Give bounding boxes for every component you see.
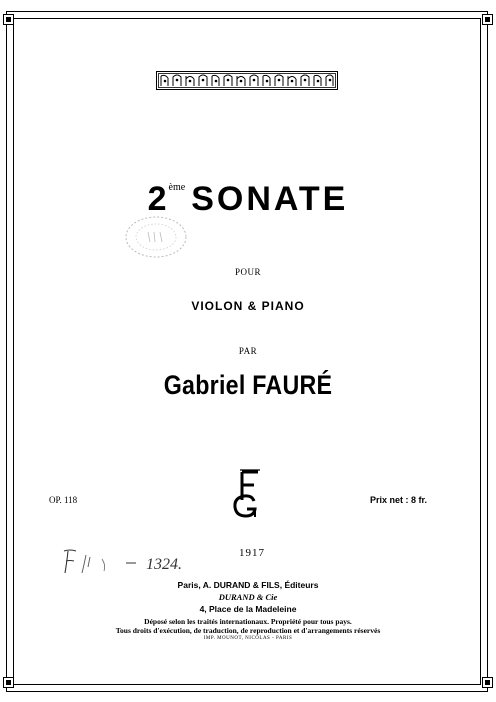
publisher-address: 4, Place de la Madeleine — [199, 604, 297, 614]
corner-ornament-icon — [482, 14, 493, 25]
library-stamp-icon — [122, 214, 190, 260]
pour-label: POUR — [234, 267, 261, 277]
title — [0, 180, 496, 219]
opus-number: OP. 118 — [49, 495, 78, 505]
legal-notice: Déposé selon les traités internationaux. Propriété pour tous pays. — [144, 617, 352, 626]
corner-ornament-icon — [3, 14, 14, 25]
handwritten-catalog-mark — [58, 545, 218, 577]
corner-ornament-icon — [3, 677, 14, 688]
title-superscript: ème — [168, 182, 186, 193]
publisher-firm: DURAND & Cie — [218, 592, 278, 602]
catalog-number: 1324. — [146, 556, 182, 573]
publisher-line: Paris, A. DURAND & FILS, Éditeurs — [177, 580, 319, 590]
corner-ornament-icon — [482, 677, 493, 688]
durand-monogram-icon — [228, 468, 266, 520]
printer-credit: IMP. MOUNOT, NICOLAS - PARIS — [203, 636, 293, 641]
par-label: PAR — [238, 346, 258, 356]
price-label: Prix net : 8 fr. — [370, 495, 428, 505]
rights-notice: Tous droits d'exécution, de traduction, de reproduction et d'arrangements réservés — [115, 626, 381, 635]
title-number: 2 — [147, 180, 168, 218]
art-nouveau-frieze-icon — [156, 71, 338, 90]
title-main: SONATE — [191, 180, 349, 218]
instrumentation: VIOLON & PIANO — [191, 299, 305, 313]
publication-year: 1917 — [239, 547, 265, 559]
composer-name: Gabriel FAURÉ — [163, 370, 333, 400]
